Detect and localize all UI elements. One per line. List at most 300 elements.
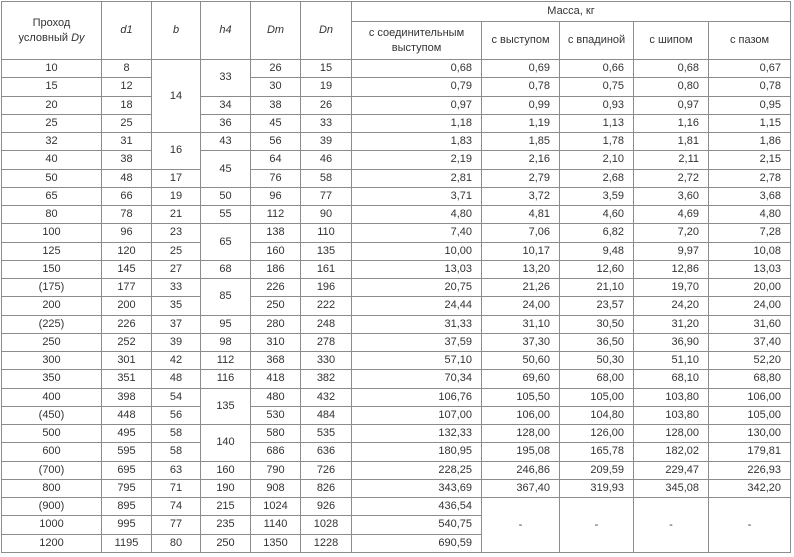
- cell-dn: 15: [301, 60, 352, 78]
- cell-mass-female-face: 3,59: [560, 187, 634, 205]
- cell-mass-tongue-na: -: [634, 498, 709, 553]
- cell-h4: 85: [201, 279, 251, 316]
- cell-dy: (225): [2, 315, 102, 333]
- cell-dm: 226: [251, 279, 301, 297]
- cell-mass-male-face: 7,06: [482, 224, 560, 242]
- cell-b: 23: [152, 224, 201, 242]
- cell-h4: 36: [201, 114, 251, 132]
- cell-dm: 1350: [251, 534, 301, 553]
- cell-b: 17: [152, 169, 201, 187]
- header-dn: Dn: [301, 2, 352, 60]
- table-row: [2, 461, 791, 479]
- cell-h4: 34: [201, 96, 251, 114]
- cell-mass-female-face: 126,00: [560, 425, 634, 443]
- cell-mass-groove: 342,20: [709, 479, 791, 497]
- cell-mass-tongue: 128,00: [634, 425, 709, 443]
- cell-b: 37: [152, 315, 201, 333]
- cell-h4: 235: [201, 516, 251, 534]
- table-row: [2, 151, 791, 169]
- table-row: [2, 388, 791, 406]
- cell-dn: 39: [301, 133, 352, 151]
- cell-b: 58: [152, 443, 201, 461]
- cell-dn: 432: [301, 388, 352, 406]
- cell-mass-female-face: 36,50: [560, 333, 634, 351]
- cell-d1: 66: [102, 187, 152, 205]
- cell-mass-male-face: 128,00: [482, 425, 560, 443]
- cell-mass-male-face: 13,20: [482, 260, 560, 278]
- cell-mass-connecting-face: 31,33: [352, 315, 482, 333]
- cell-mass-male-face: 31,10: [482, 315, 560, 333]
- cell-mass-tongue: 1,16: [634, 114, 709, 132]
- cell-mass-connecting-face: 690,59: [352, 534, 482, 553]
- cell-dy: (700): [2, 461, 102, 479]
- cell-dn: 826: [301, 479, 352, 497]
- cell-mass-female-face: 209,59: [560, 461, 634, 479]
- cell-mass-connecting-face: 0,79: [352, 78, 482, 96]
- table-row: [2, 133, 791, 151]
- cell-mass-tongue: 2,72: [634, 169, 709, 187]
- cell-dy: 250: [2, 333, 102, 351]
- cell-mass-connecting-face: 10,00: [352, 242, 482, 260]
- cell-mass-male-face: 367,40: [482, 479, 560, 497]
- cell-mass-groove: 37,40: [709, 333, 791, 351]
- table-row: [2, 96, 791, 114]
- cell-dm: 530: [251, 406, 301, 424]
- cell-dn: 382: [301, 370, 352, 388]
- cell-dy: 800: [2, 479, 102, 497]
- cell-mass-male-face-na: -: [482, 498, 560, 553]
- table-row: [2, 224, 791, 242]
- cell-d1: 8: [102, 60, 152, 78]
- cell-dm: 250: [251, 297, 301, 315]
- cell-dm: 280: [251, 315, 301, 333]
- cell-dy: 150: [2, 260, 102, 278]
- cell-mass-tongue: 103,80: [634, 388, 709, 406]
- cell-mass-groove: 1,15: [709, 114, 791, 132]
- header-d1: d1: [102, 2, 152, 60]
- cell-mass-tongue: 36,90: [634, 333, 709, 351]
- table-row: [2, 187, 791, 205]
- cell-mass-female-face: 319,93: [560, 479, 634, 497]
- cell-dn: 110: [301, 224, 352, 242]
- cell-mass-connecting-face: 0,97: [352, 96, 482, 114]
- cell-dm: 480: [251, 388, 301, 406]
- cell-mass-connecting-face: 0,68: [352, 60, 482, 78]
- cell-dy: (175): [2, 279, 102, 297]
- cell-mass-female-face: 0,75: [560, 78, 634, 96]
- cell-d1: 177: [102, 279, 152, 297]
- cell-mass-male-face: 2,79: [482, 169, 560, 187]
- header-mass-tongue: с шипом: [634, 22, 709, 60]
- cell-mass-female-face: 68,00: [560, 370, 634, 388]
- cell-d1: 96: [102, 224, 152, 242]
- cell-h4: 215: [201, 498, 251, 516]
- cell-mass-tongue: 68,10: [634, 370, 709, 388]
- cell-d1: 1195: [102, 534, 152, 553]
- cell-mass-groove: 0,95: [709, 96, 791, 114]
- cell-mass-male-face: 195,08: [482, 443, 560, 461]
- cell-mass-connecting-face: 37,59: [352, 333, 482, 351]
- cell-mass-female-face: 12,60: [560, 260, 634, 278]
- cell-mass-connecting-face: 70,34: [352, 370, 482, 388]
- cell-b: 77: [152, 516, 201, 534]
- cell-mass-female-face: 21,10: [560, 279, 634, 297]
- cell-mass-female-face: 30,50: [560, 315, 634, 333]
- cell-b: 71: [152, 479, 201, 497]
- cell-dy: 25: [2, 114, 102, 132]
- cell-dm: 1024: [251, 498, 301, 516]
- header-mass-male-face: с выступом: [482, 22, 560, 60]
- cell-mass-groove: 179,81: [709, 443, 791, 461]
- cell-mass-groove: 130,00: [709, 425, 791, 443]
- cell-h4: 112: [201, 352, 251, 370]
- cell-mass-groove: 0,78: [709, 78, 791, 96]
- cell-d1: 226: [102, 315, 152, 333]
- cell-h4: 55: [201, 206, 251, 224]
- cell-b: 54: [152, 388, 201, 406]
- cell-mass-tongue: 19,70: [634, 279, 709, 297]
- cell-mass-female-face: 104,80: [560, 406, 634, 424]
- cell-mass-groove: 7,28: [709, 224, 791, 242]
- table-row: [2, 352, 791, 370]
- cell-mass-tongue: 3,60: [634, 187, 709, 205]
- cell-mass-female-face: 105,00: [560, 388, 634, 406]
- cell-mass-tongue: 0,80: [634, 78, 709, 96]
- cell-dm: 790: [251, 461, 301, 479]
- cell-mass-connecting-face: 20,75: [352, 279, 482, 297]
- cell-h4: 135: [201, 388, 251, 425]
- cell-mass-connecting-face: 436,54: [352, 498, 482, 516]
- cell-mass-tongue: 9,97: [634, 242, 709, 260]
- cell-dm: 38: [251, 96, 301, 114]
- cell-b: 56: [152, 406, 201, 424]
- cell-dm: 908: [251, 479, 301, 497]
- cell-mass-female-face: 50,30: [560, 352, 634, 370]
- cell-h4: 250: [201, 534, 251, 553]
- cell-dm: 186: [251, 260, 301, 278]
- cell-mass-male-face: 21,26: [482, 279, 560, 297]
- cell-dn: 33: [301, 114, 352, 132]
- cell-dn: 58: [301, 169, 352, 187]
- cell-dn: 1228: [301, 534, 352, 553]
- cell-dy: 1200: [2, 534, 102, 553]
- cell-mass-connecting-face: 13,03: [352, 260, 482, 278]
- cell-h4: 33: [201, 60, 251, 97]
- cell-dy: 350: [2, 370, 102, 388]
- cell-d1: 995: [102, 516, 152, 534]
- cell-mass-male-face: 0,78: [482, 78, 560, 96]
- cell-d1: 398: [102, 388, 152, 406]
- cell-mass-groove: 2,15: [709, 151, 791, 169]
- cell-mass-groove-na: -: [709, 498, 791, 553]
- cell-h4: 160: [201, 461, 251, 479]
- cell-mass-groove: 68,80: [709, 370, 791, 388]
- cell-mass-groove: 106,00: [709, 388, 791, 406]
- header-nominal-diameter-line2: условный: [18, 31, 68, 44]
- cell-dn: 926: [301, 498, 352, 516]
- cell-d1: 795: [102, 479, 152, 497]
- table-row: [2, 114, 791, 132]
- cell-mass-connecting-face: 7,40: [352, 224, 482, 242]
- table-row: [2, 297, 791, 315]
- cell-dm: 112: [251, 206, 301, 224]
- cell-mass-female-face-na: -: [560, 498, 634, 553]
- cell-mass-male-face: 3,72: [482, 187, 560, 205]
- cell-dn: 19: [301, 78, 352, 96]
- cell-dm: 160: [251, 242, 301, 260]
- cell-mass-groove: 2,78: [709, 169, 791, 187]
- cell-d1: 351: [102, 370, 152, 388]
- cell-d1: 200: [102, 297, 152, 315]
- cell-dm: 580: [251, 425, 301, 443]
- table-row: [2, 333, 791, 351]
- cell-b: 58: [152, 425, 201, 443]
- cell-mass-groove: 31,60: [709, 315, 791, 333]
- cell-mass-female-face: 0,93: [560, 96, 634, 114]
- cell-mass-male-face: 10,17: [482, 242, 560, 260]
- cell-dm: 310: [251, 333, 301, 351]
- table-row: [2, 498, 791, 516]
- cell-b: 19: [152, 187, 201, 205]
- cell-dy: 600: [2, 443, 102, 461]
- header-nominal-diameter-symbol: Dy: [71, 31, 85, 44]
- cell-dn: 248: [301, 315, 352, 333]
- cell-d1: 12: [102, 78, 152, 96]
- cell-b: 35: [152, 297, 201, 315]
- flange-spec-table: [1, 1, 791, 553]
- cell-mass-male-face: 0,99: [482, 96, 560, 114]
- cell-d1: 595: [102, 443, 152, 461]
- cell-mass-male-face: 24,00: [482, 297, 560, 315]
- cell-d1: 31: [102, 133, 152, 151]
- cell-mass-groove: 1,86: [709, 133, 791, 151]
- cell-mass-connecting-face: 343,69: [352, 479, 482, 497]
- header-h4: h4: [201, 2, 251, 60]
- cell-mass-connecting-face: 2,19: [352, 151, 482, 169]
- cell-mass-connecting-face: 228,25: [352, 461, 482, 479]
- cell-dy: 32: [2, 133, 102, 151]
- cell-dn: 484: [301, 406, 352, 424]
- cell-h4: 50: [201, 187, 251, 205]
- cell-mass-connecting-face: 57,10: [352, 352, 482, 370]
- cell-dm: 96: [251, 187, 301, 205]
- cell-d1: 895: [102, 498, 152, 516]
- cell-mass-female-face: 23,57: [560, 297, 634, 315]
- cell-dn: 135: [301, 242, 352, 260]
- header-mass-group: Масса, кг: [352, 2, 791, 22]
- cell-b: 14: [152, 60, 201, 133]
- cell-mass-connecting-face: 1,83: [352, 133, 482, 151]
- cell-mass-tongue: 182,02: [634, 443, 709, 461]
- cell-dy: 1000: [2, 516, 102, 534]
- table-row: [2, 169, 791, 187]
- cell-mass-female-face: 1,78: [560, 133, 634, 151]
- cell-mass-tongue: 51,10: [634, 352, 709, 370]
- cell-b: 16: [152, 133, 201, 170]
- cell-dm: 64: [251, 151, 301, 169]
- cell-d1: 78: [102, 206, 152, 224]
- cell-dm: 138: [251, 224, 301, 242]
- cell-mass-female-face: 9,48: [560, 242, 634, 260]
- header-mass-female-face: с впадиной: [560, 22, 634, 60]
- header-nominal-diameter-line1: Проход: [32, 16, 71, 29]
- table-row: [2, 370, 791, 388]
- cell-dm: 368: [251, 352, 301, 370]
- cell-mass-groove: 3,68: [709, 187, 791, 205]
- cell-mass-male-face: 50,60: [482, 352, 560, 370]
- cell-mass-male-face: 69,60: [482, 370, 560, 388]
- table-row: [2, 479, 791, 497]
- cell-mass-connecting-face: 4,80: [352, 206, 482, 224]
- cell-b: 33: [152, 279, 201, 297]
- cell-mass-tongue: 1,81: [634, 133, 709, 151]
- cell-mass-groove: 10,08: [709, 242, 791, 260]
- cell-mass-tongue: 345,08: [634, 479, 709, 497]
- cell-mass-tongue: 7,20: [634, 224, 709, 242]
- cell-dn: 77: [301, 187, 352, 205]
- cell-mass-male-face: 4,81: [482, 206, 560, 224]
- cell-mass-tongue: 24,20: [634, 297, 709, 315]
- cell-dm: 26: [251, 60, 301, 78]
- table-row: [2, 406, 791, 424]
- cell-mass-female-face: 1,13: [560, 114, 634, 132]
- cell-dn: 535: [301, 425, 352, 443]
- cell-mass-male-face: 2,16: [482, 151, 560, 169]
- cell-h4: 45: [201, 151, 251, 188]
- cell-h4: 65: [201, 224, 251, 261]
- cell-dm: 56: [251, 133, 301, 151]
- cell-dy: 40: [2, 151, 102, 169]
- cell-dm: 1140: [251, 516, 301, 534]
- cell-d1: 38: [102, 151, 152, 169]
- header-mass-connecting-face: с соединительным выступом: [352, 22, 482, 60]
- cell-dn: 26: [301, 96, 352, 114]
- cell-dn: 726: [301, 461, 352, 479]
- cell-dn: 330: [301, 352, 352, 370]
- cell-h4: 116: [201, 370, 251, 388]
- cell-dy: 500: [2, 425, 102, 443]
- cell-mass-connecting-face: 24,44: [352, 297, 482, 315]
- cell-mass-connecting-face: 540,75: [352, 516, 482, 534]
- cell-dn: 46: [301, 151, 352, 169]
- cell-dy: 200: [2, 297, 102, 315]
- cell-dy: 125: [2, 242, 102, 260]
- cell-b: 80: [152, 534, 201, 553]
- cell-dn: 161: [301, 260, 352, 278]
- table-row: [2, 443, 791, 461]
- cell-mass-groove: 4,80: [709, 206, 791, 224]
- table-row: [2, 315, 791, 333]
- cell-mass-male-face: 246,86: [482, 461, 560, 479]
- cell-dm: 45: [251, 114, 301, 132]
- cell-d1: 18: [102, 96, 152, 114]
- cell-mass-female-face: 2,10: [560, 151, 634, 169]
- cell-mass-tongue: 229,47: [634, 461, 709, 479]
- table-row: [2, 206, 791, 224]
- cell-mass-tongue: 0,97: [634, 96, 709, 114]
- cell-mass-connecting-face: 3,71: [352, 187, 482, 205]
- cell-mass-connecting-face: 132,33: [352, 425, 482, 443]
- cell-h4: 95: [201, 315, 251, 333]
- cell-dy: 65: [2, 187, 102, 205]
- header-mass-groove: с пазом: [709, 22, 791, 60]
- cell-mass-groove: 0,67: [709, 60, 791, 78]
- cell-mass-connecting-face: 1,18: [352, 114, 482, 132]
- cell-dm: 30: [251, 78, 301, 96]
- cell-dy: (900): [2, 498, 102, 516]
- cell-mass-male-face: 1,19: [482, 114, 560, 132]
- cell-b: 21: [152, 206, 201, 224]
- cell-dn: 196: [301, 279, 352, 297]
- cell-d1: 48: [102, 169, 152, 187]
- cell-dn: 1028: [301, 516, 352, 534]
- cell-mass-tongue: 103,80: [634, 406, 709, 424]
- cell-mass-groove: 24,00: [709, 297, 791, 315]
- header-b: b: [152, 2, 201, 60]
- cell-mass-tongue: 0,68: [634, 60, 709, 78]
- cell-mass-connecting-face: 107,00: [352, 406, 482, 424]
- cell-mass-groove: 105,00: [709, 406, 791, 424]
- cell-mass-female-face: 2,68: [560, 169, 634, 187]
- cell-dy: 80: [2, 206, 102, 224]
- cell-dy: 100: [2, 224, 102, 242]
- cell-mass-connecting-face: 106,76: [352, 388, 482, 406]
- cell-d1: 120: [102, 242, 152, 260]
- cell-mass-male-face: 0,69: [482, 60, 560, 78]
- cell-mass-female-face: 6,82: [560, 224, 634, 242]
- table-row: [2, 242, 791, 260]
- cell-d1: 252: [102, 333, 152, 351]
- cell-d1: 301: [102, 352, 152, 370]
- cell-mass-female-face: 4,60: [560, 206, 634, 224]
- header-dm: Dm: [251, 2, 301, 60]
- cell-mass-tongue: 2,11: [634, 151, 709, 169]
- cell-d1: 448: [102, 406, 152, 424]
- cell-mass-male-face: 1,85: [482, 133, 560, 151]
- cell-mass-groove: 52,20: [709, 352, 791, 370]
- cell-d1: 695: [102, 461, 152, 479]
- cell-dy: 20: [2, 96, 102, 114]
- cell-mass-groove: 226,93: [709, 461, 791, 479]
- cell-dy: 10: [2, 60, 102, 78]
- cell-dm: 418: [251, 370, 301, 388]
- header-nominal-diameter: [2, 2, 102, 60]
- cell-dm: 76: [251, 169, 301, 187]
- cell-mass-groove: 13,03: [709, 260, 791, 278]
- cell-h4: 98: [201, 333, 251, 351]
- cell-dy: (450): [2, 406, 102, 424]
- table-row: [2, 279, 791, 297]
- cell-mass-male-face: 105,50: [482, 388, 560, 406]
- table-row: [2, 425, 791, 443]
- cell-mass-male-face: 106,00: [482, 406, 560, 424]
- cell-h4: 190: [201, 479, 251, 497]
- cell-dn: 636: [301, 443, 352, 461]
- cell-mass-female-face: 165,78: [560, 443, 634, 461]
- cell-dn: 90: [301, 206, 352, 224]
- cell-d1: 25: [102, 114, 152, 132]
- cell-b: 74: [152, 498, 201, 516]
- cell-b: 48: [152, 370, 201, 388]
- cell-mass-male-face: 37,30: [482, 333, 560, 351]
- cell-dy: 300: [2, 352, 102, 370]
- cell-mass-tongue: 31,20: [634, 315, 709, 333]
- cell-h4: 140: [201, 425, 251, 462]
- table-row: [2, 78, 791, 96]
- cell-mass-tongue: 12,86: [634, 260, 709, 278]
- table-body: [2, 60, 791, 553]
- cell-dy: 50: [2, 169, 102, 187]
